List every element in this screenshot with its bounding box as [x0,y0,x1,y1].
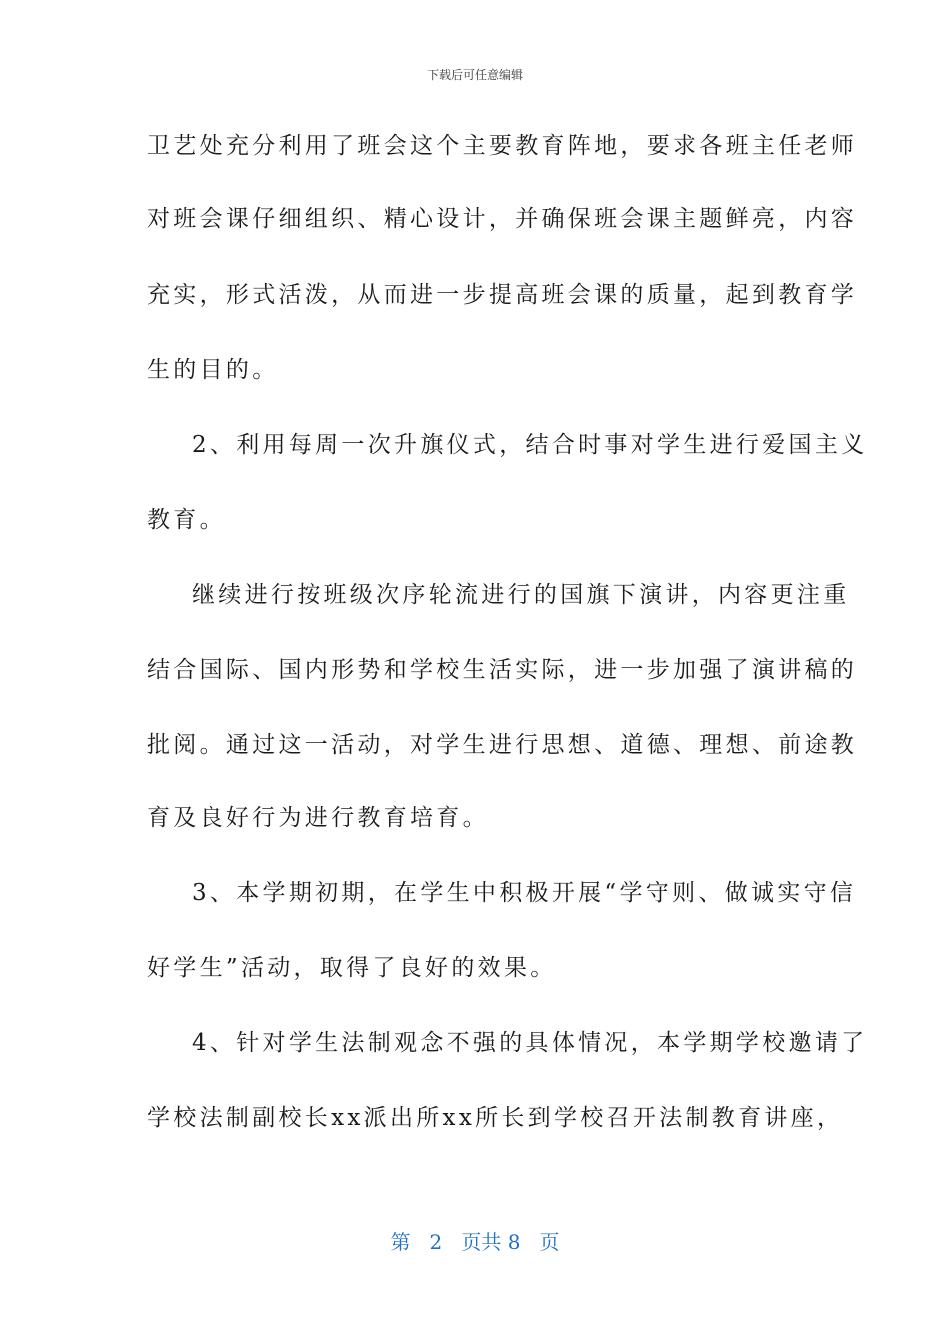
body-line: 批阅。通过这一活动，对学生进行思想、道德、理想、前途教 [147,732,858,758]
body-line: 学校法制副校长xx派出所xx所长到学校召开法制教育讲座， [147,1105,844,1131]
body-line: 4、针对学生法制观念不强的具体情况，本学期学校邀请了 [192,1030,868,1056]
body-line: 对班会课仔细组织、精心设计，并确保班会课主题鲜亮，内容 [147,206,858,232]
page-label-middle: 页共 [461,1230,502,1254]
body-line: 结合国际、国内形势和学校生活实际，进一步加强了演讲稿的 [147,657,858,683]
page-footer [0,1226,950,1255]
body-line: 继续进行按班级次序轮流进行的国旗下演讲，内容更注重 [192,582,850,608]
body-line: 卫艺处充分利用了班会这个主要教育阵地，要求各班主任老师 [147,133,858,159]
body-line: 好学生”活动，取得了良好的效果。 [147,955,557,981]
body-line: 生的目的。 [147,357,279,383]
body-line: 充实，形式活泼，从而进一步提高班会课的质量，起到教育学 [147,282,858,308]
body-line: 2、利用每周一次升旗仪式，结合时事对学生进行爱国主义 [192,432,868,458]
total-pages-number: 8 [507,1230,521,1254]
page-label-prefix: 第 [390,1230,411,1254]
page-header-note: 下载后可任意编辑 [426,68,523,82]
body-line: 教育。 [147,507,226,533]
current-page-number: 2 [429,1230,443,1254]
body-line: 育及良好行为进行教育培育。 [147,805,489,831]
body-line: 3、本学期初期，在学生中积极开展“学守则、做诚实守信 [192,880,857,906]
page-label-suffix: 页 [539,1230,560,1254]
